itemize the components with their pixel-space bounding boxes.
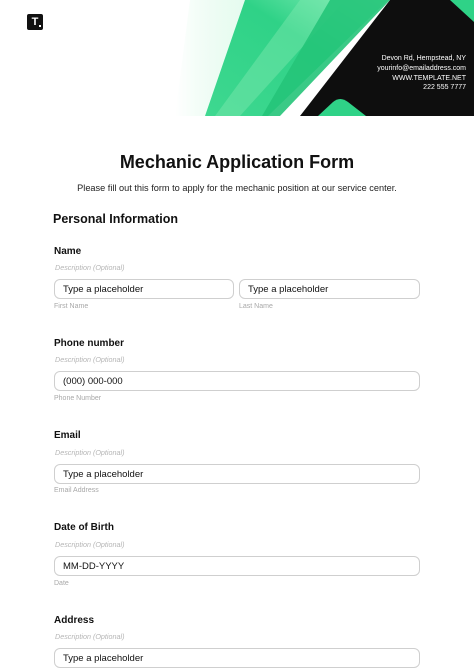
email-caption: Email Address [54,487,99,494]
dob-label: Date of Birth [54,522,114,533]
phone-label: Phone number [54,338,125,349]
contact-phone: 222 555 7777 [423,84,466,92]
last-name-input[interactable]: Type a placeholder [239,279,420,299]
brand-logo: T [27,14,43,30]
header-banner [0,0,474,116]
name-label: Name [54,246,82,257]
last-name-caption: Last Name [239,303,273,310]
dob-caption: Date [54,580,69,587]
form-title: Mechanic Application Form [119,152,355,172]
address-description: Description (Optional) [55,632,125,641]
contact-block [377,54,466,93]
contact-email: yourinfo@emailaddress.com [377,64,466,72]
phone-description: Description (Optional) [55,355,125,364]
section-title-personal-information: Personal Information [53,212,179,226]
email-label: Email [54,430,81,441]
name-description: Description (Optional) [55,263,125,272]
contact-website: WWW.TEMPLATE.NET [392,74,466,82]
address-label: Address [54,615,95,626]
first-name-caption: First Name [54,303,89,310]
email-input[interactable]: Type a placeholder [54,464,420,484]
phone-input[interactable]: (000) 000-000 [54,371,420,391]
form-subtitle: Please fill out this form to apply for the mechanic position at our service center. [77,183,397,193]
dob-description: Description (Optional) [55,540,125,549]
contact-address: Devon Rd, Hempstead, NY [381,55,466,62]
phone-caption: Phone Number [54,395,102,402]
address-input[interactable]: Type a placeholder [54,648,420,668]
email-description: Description (Optional) [55,448,125,457]
dob-input[interactable]: MM-DD-YYYY [54,556,420,576]
first-name-input[interactable]: Type a placeholder [54,279,234,299]
